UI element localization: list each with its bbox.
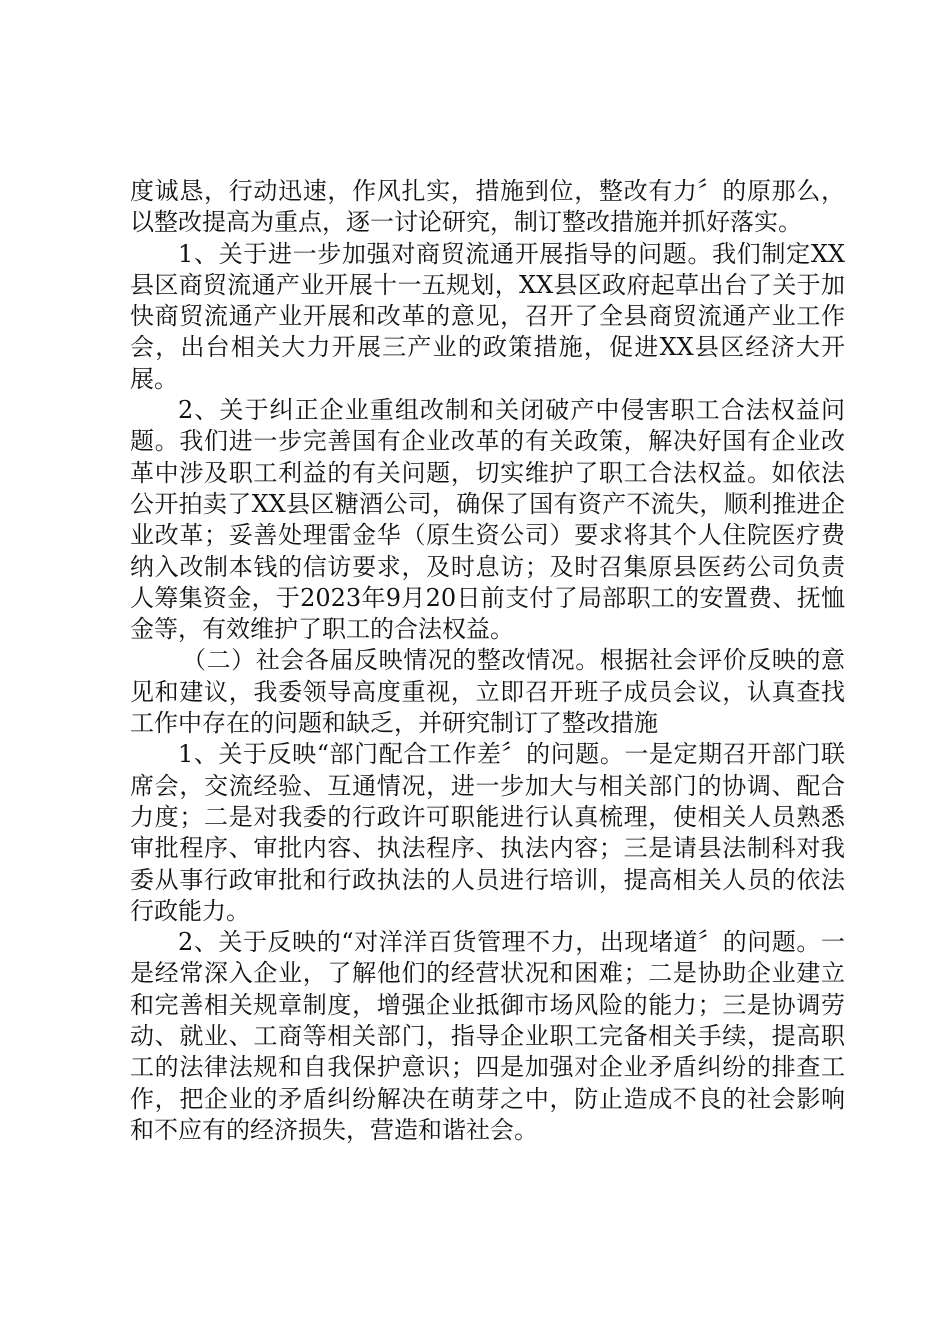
- paragraph-item-2-worker-rights: 2、关于纠正企业重组改制和关闭破产中侵害职工合法权益问题。我们进一步完善国有企业改革的有关政策，解决好国有企业改革中涉及职工利益的有关问题，切实维护了职工合法权益。如依法公开拍卖了XX县区糖酒公司，确保了国有资产不流失，顺利推进企业改革；妥善处理雷金华（原生资公司）要求将其个人住院医疗费纳入改制本钱的信访要求，及时息访；及时召集原县医药公司负责人筹集资金，于2023年9月20日前支付了局部职工的安置费、抚恤金等，有效维护了职工的合法权益。: [130, 396, 845, 644]
- paragraph-item-2-department-store: 2、关于反映的“对洋洋百货管理不力，出现堵道〞的问题。一是经常深入企业，了解他们的经营状况和困难；二是协助企业建立和完善相关规章制度，增强企业抵御市场风险的能力；三是协调劳动、就业、工商等相关部门，指导企业职工完备相关手续，提高职工的法律法规和自我保护意识；四是加强对企业矛盾纠纷的排查工作，把企业的矛盾纠纷解决在萌芽之中，防止造成不良的社会影响和不应有的经济损失，营造和谐社会。: [130, 928, 845, 1144]
- paragraph-section-2-heading: （二）社会各届反映情况的整改情况。根据社会评价反映的意见和建议，我委领导高度重视，立即召开班子成员会议，认真查找工作中存在的问题和缺乏，并研究制订了整改措施: [130, 646, 845, 738]
- paragraph-continuation: 度诚恳，行动迅速，作风扎实，措施到位，整改有力〞的原那么，以整改提高为重点，逐一讨论研究，制订整改措施并抓好落实。: [130, 177, 845, 237]
- document-body: [130, 176, 845, 1146]
- paragraph-item-1-department-cooperation: 1、关于反映“部门配合工作差〞的问题。一是定期召开部门联席会，交流经验、互通情况，进一步加大与相关部门的协调、配合力度；二是对我委的行政许可职能进行认真梳理，使相关人员熟悉审批程序、审批内容、执法程序、执法内容；三是请县法制科对我委从事行政审批和行政执法的人员进行培训，提高相关人员的依法行政能力。: [130, 740, 845, 925]
- paragraph-item-1-commerce: 1、关于进一步加强对商贸流通开展指导的问题。我们制定XX县区商贸流通产业开展十一五规划，XX县区政府起草出台了关于加快商贸流通产业开展和改革的意见，召开了全县商贸流通产业工作会，出台相关大力开展三产业的政策措施，促进XX县区经济大开展。: [130, 239, 845, 393]
